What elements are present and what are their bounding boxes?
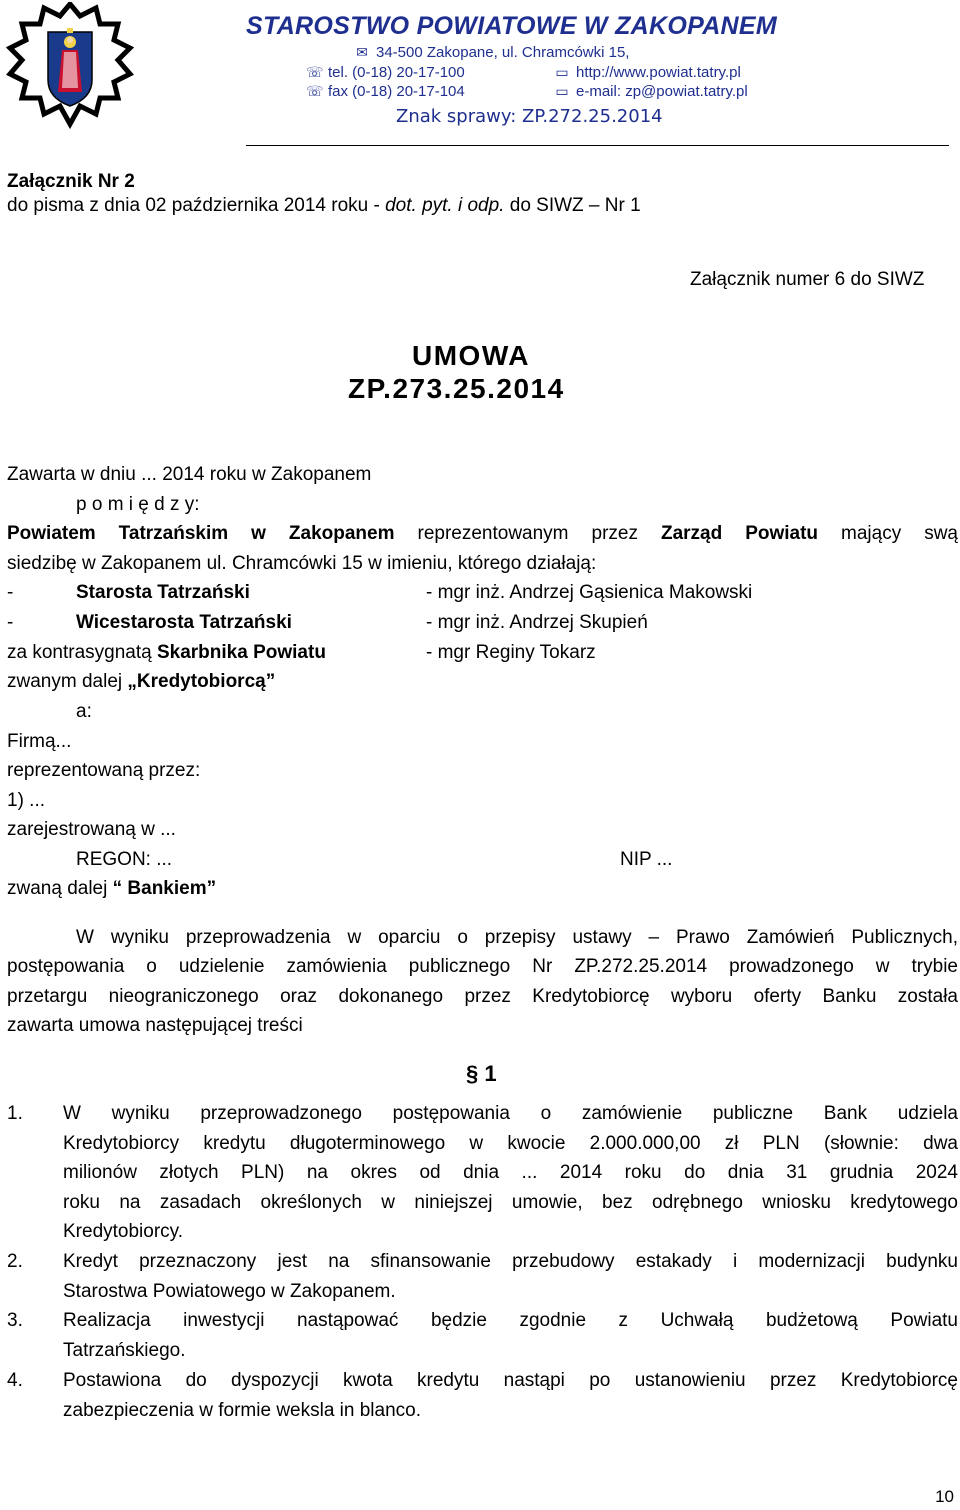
attachment-title: Załącznik Nr 2 — [7, 171, 135, 192]
party1-mid: reprezentowanym przez — [394, 523, 661, 544]
intro-line-3: przetargu nieograniczonego oraz dokonanego przez Kredytobiorcę wyboru oferty Banku została — [7, 986, 958, 1007]
attachment-subtitle — [7, 195, 641, 217]
party1-board: Zarząd Powiatu — [660, 523, 819, 544]
regon-line: REGON: ... — [76, 849, 173, 870]
rep2-role: Wicestarosta Tatrzański — [76, 612, 292, 633]
document-title: UMOWA — [412, 340, 530, 371]
rep2-name: - mgr inż. Andrzej Skupień — [426, 612, 648, 633]
attachment-subtitle-text: do pisma z dnia 02 października 2014 roku - — [7, 195, 386, 216]
countersign-role: Skarbnika Powiatu — [156, 642, 326, 663]
item-1-line-3: milionów złotych PLN) na okres od dnia ... 2014 roku do dnia 31 grudnia 2024 — [63, 1162, 958, 1183]
phone-line — [306, 64, 465, 81]
item-1-line-5: Kredytobiorcy. — [63, 1221, 184, 1242]
countersign-pre: za kontrasygnatą — [7, 642, 157, 663]
attachment-subtitle-end: do SIWZ – Nr 1 — [504, 195, 641, 216]
attachment-subtitle-italic: dot. pyt. i odp. — [385, 195, 505, 216]
concluded-line: Zawarta w dniu ... 2014 roku w Zakopanem — [7, 464, 372, 485]
registered-line: zarejestrowaną w ... — [7, 819, 176, 840]
address-line — [354, 44, 629, 61]
party1-line1 — [7, 523, 958, 545]
countersign-name: - mgr Reginy Tokarz — [426, 642, 596, 663]
bank-pre: zwaną dalej — [7, 878, 113, 899]
firm-line: Firmą... — [7, 731, 72, 752]
borrower-term: „Kredytobiorcą” — [127, 671, 276, 692]
fax-icon: ☏ — [306, 83, 324, 99]
item-1-line-1: W wyniku przeprowadzonego postępowania o zamówienie publiczne Bank udziela — [63, 1103, 958, 1124]
party1-line2: siedzibę w Zakopanem ul. Chramcówki 15 w imieniu, którego działają: — [7, 553, 597, 574]
item-2-line-2: Starostwa Powiatowego w Zakopanem. — [63, 1281, 396, 1302]
item-2-line-1: Kredyt przeznaczony jest na sfinansowanie przebudowy estakady i modernizacji budynku — [63, 1251, 958, 1272]
represented-line: reprezentowaną przez: — [7, 760, 201, 781]
page-number: 10 — [935, 1487, 954, 1506]
countersign-line — [7, 642, 326, 664]
item-3-line-1: Realizacja inwestycji nastąpować będzie zgodnie z Uchwałą budżetową Powiatu — [63, 1310, 958, 1331]
item-4-line-1: Postawiona do dyspozycji kwota kredytu nastąpi po ustanowieniu przez Kredytobiorcę — [63, 1370, 958, 1391]
website-line — [554, 64, 741, 81]
party1-end: mający swą — [818, 523, 959, 544]
phone-icon: ☏ — [306, 64, 324, 80]
rep2-dash: - — [7, 612, 14, 633]
envelope-icon: ✉ — [356, 44, 368, 60]
item-3-line-2: Tatrzańskiego. — [63, 1340, 186, 1361]
nip-line: NIP ... — [620, 849, 673, 870]
item-4-number: 4. — [7, 1370, 23, 1391]
address-text: 34-500 Zakopane, ul. Chramcówki 15, — [376, 44, 630, 61]
rep-item-line: 1) ... — [7, 790, 46, 811]
office-title: STAROSTWO POWIATOWE W ZAKOPANEM — [246, 12, 778, 40]
website-link[interactable]: http://www.powiat.tatry.pl — [576, 64, 741, 81]
borrower-line — [7, 671, 275, 693]
item-1-line-4: roku na zasadach określonych w niniejszej umowie, bez odrębnego wniosku kredytowego — [63, 1192, 958, 1213]
powiat-crest-logo — [6, 2, 134, 130]
between-line: p o m i ę d z y: — [76, 494, 200, 515]
item-4-line-2: zabezpieczenia w formie weksla in blanco. — [63, 1400, 422, 1421]
rep1-dash: - — [7, 582, 14, 603]
email-link[interactable]: zp@powiat.tatry.pl — [625, 83, 748, 100]
computer-icon: ▭ — [555, 64, 569, 80]
intro-line-1: W wyniku przeprowadzenia w oparciu o przepisy ustawy – Prawo Zamówień Publicznych, — [76, 927, 958, 948]
rep1-name: - mgr inż. Andrzej Gąsienica Makowski — [426, 582, 753, 603]
email-line — [554, 83, 748, 100]
phone-text: tel. (0-18) 20-17-100 — [328, 64, 465, 81]
section-heading: § 1 — [466, 1061, 497, 1086]
item-1-line-2: Kredytobiorcy kredytu długoterminowego w kwocie 2.000.000,00 zł PLN (słownie: dwa — [63, 1133, 958, 1154]
bank-line — [7, 878, 216, 900]
case-number: Znak sprawy: ZP.272.25.2014 — [396, 106, 663, 127]
computer-icon: ▭ — [555, 83, 569, 99]
fax-text: fax (0-18) 20-17-104 — [328, 83, 465, 100]
rep1-role: Starosta Tatrzański — [76, 582, 250, 603]
and-line: a: — [76, 701, 92, 722]
item-3-number: 3. — [7, 1310, 23, 1331]
item-1-number: 1. — [7, 1103, 23, 1124]
intro-line-4: zawarta umowa następującej treści — [7, 1015, 303, 1036]
header-divider — [246, 145, 949, 146]
fax-line — [306, 83, 465, 100]
borrower-pre: zwanym dalej — [7, 671, 128, 692]
email-label: e-mail: — [576, 83, 626, 100]
document-number: ZP.273.25.2014 — [348, 373, 565, 404]
party1-name: Powiatem Tatrzańskim w Zakopanem — [7, 523, 395, 544]
intro-line-2: postępowania o udzielenie zamówienia publicznego Nr ZP.272.25.2014 prowadzonego w trybie — [7, 956, 958, 977]
siwz-note: Załącznik numer 6 do SIWZ — [690, 269, 925, 290]
bank-term: “ Bankiem” — [112, 878, 217, 899]
item-2-number: 2. — [7, 1251, 23, 1272]
